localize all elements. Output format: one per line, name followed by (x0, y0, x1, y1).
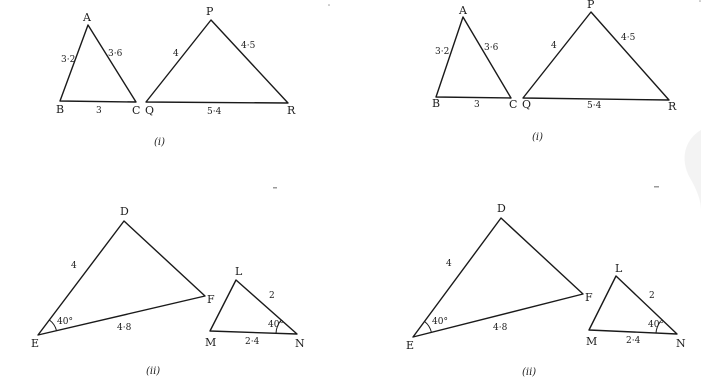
triangle-pqr-outline (146, 20, 288, 103)
left-panel (31, 5, 305, 377)
vertex-c-label: C (509, 98, 518, 111)
scan-speck (654, 186, 659, 188)
right-panel (406, 0, 686, 378)
angle-e-value: 40° (432, 317, 448, 327)
side-pr-length: 4·5 (621, 33, 636, 43)
triangle-lmn (586, 262, 686, 350)
figure-caption: (ii) (522, 367, 537, 378)
triangle-abc (56, 11, 140, 117)
side-pq-length: 4 (173, 49, 179, 59)
vertex-a-label: A (83, 11, 91, 24)
figure-i-left (56, 5, 296, 148)
vertex-q-label: Q (522, 98, 532, 111)
figure-i-right (432, 0, 677, 143)
side-ef-length: 4·8 (117, 323, 132, 333)
watermark-mark (685, 130, 701, 210)
vertex-m-label: M (205, 336, 217, 349)
side-mn-length: 2·4 (245, 337, 260, 347)
side-mn-length: 2·4 (626, 336, 641, 346)
triangle-def (406, 202, 593, 352)
vertex-f-label: F (585, 291, 593, 304)
side-ef-length: 4·8 (493, 323, 508, 333)
scan-speck (273, 187, 277, 189)
vertex-l-label: L (615, 262, 623, 275)
figure-caption: (ii) (146, 366, 161, 377)
vertex-b-label: B (56, 103, 65, 116)
triangle-lmn (205, 265, 305, 350)
side-bc-length: 3 (96, 106, 102, 116)
vertex-n-label: N (295, 337, 305, 350)
angle-e-value: 40° (57, 317, 73, 327)
vertex-r-label: R (287, 104, 296, 117)
figure-caption: (i) (154, 137, 166, 148)
scan-speck (328, 4, 330, 6)
figure-ii-left (31, 205, 305, 377)
side-ln-length: 2 (269, 291, 275, 301)
vertex-e-label: E (406, 339, 415, 352)
triangle-def (31, 205, 215, 350)
triangle-pqr (145, 5, 296, 117)
figure-ii-right (406, 202, 686, 378)
angle-n-value: 40° (268, 320, 284, 330)
vertex-p-label: P (206, 5, 214, 18)
vertex-l-label: L (235, 265, 243, 278)
angle-e-arc (49, 320, 56, 331)
vertex-n-label: N (676, 337, 686, 350)
triangle-pqr-outline (523, 12, 669, 100)
vertex-e-label: E (31, 337, 40, 350)
triangle-abc-outline (436, 17, 511, 98)
side-qr-length: 5·4 (587, 101, 602, 111)
side-ab-length: 3·2 (61, 55, 76, 65)
triangle-pqr (522, 0, 677, 113)
vertex-c-label: C (132, 104, 141, 117)
vertex-b-label: B (432, 97, 441, 110)
side-ab-length: 3·2 (435, 47, 450, 57)
side-qr-length: 5·4 (207, 107, 222, 117)
side-de-length: 4 (71, 261, 77, 271)
vertex-m-label: M (586, 335, 598, 348)
vertex-r-label: R (668, 100, 677, 113)
vertex-p-label: P (587, 0, 595, 11)
triangle-abc (432, 4, 517, 111)
angle-e-arc (425, 322, 432, 333)
side-ac-length: 3·6 (484, 43, 499, 53)
angle-n-value: 40° (648, 320, 664, 330)
vertex-f-label: F (207, 293, 215, 306)
vertex-q-label: Q (145, 104, 155, 117)
vertex-a-label: A (459, 4, 467, 17)
side-ac-length: 3·6 (108, 49, 123, 59)
vertex-d-label: D (120, 205, 129, 218)
side-pr-length: 4·5 (241, 41, 256, 51)
side-pq-length: 4 (551, 41, 557, 51)
side-ln-length: 2 (649, 291, 655, 301)
figure-caption: (i) (532, 132, 544, 143)
side-bc-length: 3 (474, 100, 480, 110)
vertex-d-label: D (497, 202, 506, 215)
side-de-length: 4 (446, 259, 452, 269)
